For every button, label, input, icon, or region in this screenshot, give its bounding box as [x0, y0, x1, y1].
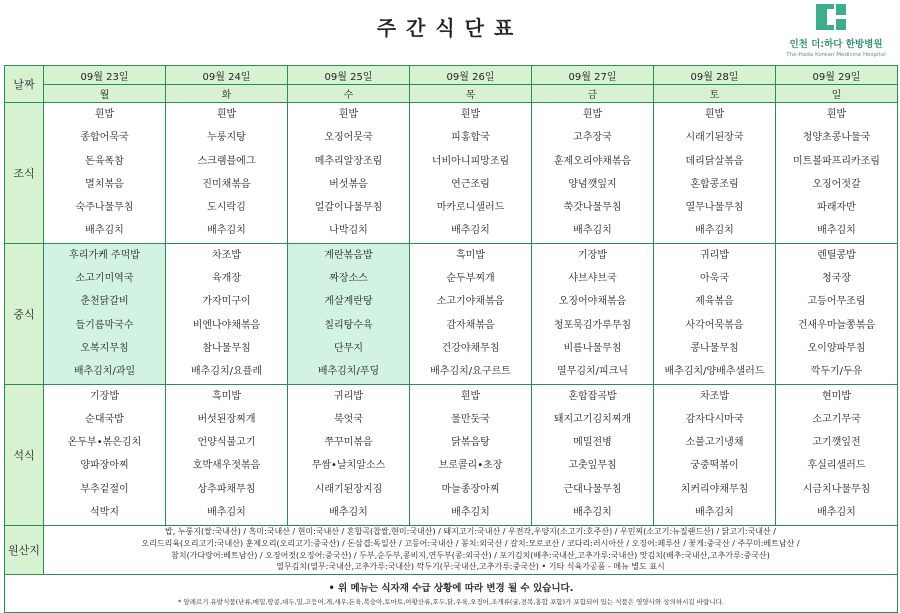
menu-item: 진미채볶음 [202, 178, 251, 190]
weekday-header: 화 [166, 85, 288, 103]
weekday-header: 목 [410, 85, 532, 103]
meal-cell [532, 103, 654, 244]
menu-item: 현미밥 [822, 390, 851, 402]
menu-item: 혼합잡곡밥 [568, 390, 617, 402]
menu-item: 오복지무침 [80, 342, 129, 354]
menu-item: 귀리밥 [334, 390, 363, 402]
date-header: 09월 25일 [288, 66, 410, 85]
date-header: 09월 29일 [776, 66, 898, 85]
menu-item: 흰밥 [338, 109, 359, 120]
menu-item: 배추김치 [329, 507, 368, 519]
menu-item: 비름나물무침 [563, 342, 622, 354]
menu-item: 오징어야채볶음 [558, 296, 627, 308]
meal-cell [410, 243, 532, 384]
hospital-name: 인천 더:하다 한방병원 [789, 39, 883, 50]
meal-cell [166, 243, 288, 384]
menu-item: 시금치나물무침 [802, 483, 871, 495]
menu-item: 후실리샐러드 [807, 460, 866, 472]
menu-item: 돼지고기김치찌개 [553, 413, 632, 425]
origin-line: 밥, 누룽지(쌀:국내산) / 흑미:국내산 / 현미:국내산 / 혼합곡(찹쌀,현미:국내산) / 돼지고기:국내산 / 우전각,우양지(소고기:호주산) / 우민찌(소고기:뉴질랜드산) / 닭고기:국내산 / [165, 526, 776, 536]
menu-item: 제육볶음 [695, 296, 734, 308]
menu-item: 너비아니피망조림 [431, 155, 510, 167]
menu-item: 미트볼파프리카조림 [793, 155, 880, 167]
date-row [5, 66, 898, 85]
meal-label: 중식 [5, 243, 44, 384]
date-label: 날짜 [5, 66, 44, 103]
menu-item: 배추김치/푸딩 [317, 366, 380, 378]
menu-item: 아욱국 [700, 273, 729, 285]
menu-item: 건새우마늘쫑볶음 [797, 319, 876, 331]
menu-item: 종합어묵국 [80, 132, 129, 144]
menu-item: 차조밥 [212, 249, 241, 261]
origin-row [5, 525, 898, 574]
meal-row [5, 384, 898, 525]
menu-item: 버섯볶음 [329, 178, 368, 190]
notes-row [5, 574, 898, 612]
menu-item: 배추김치 [573, 507, 612, 519]
meal-cell [776, 103, 898, 244]
menu-item: 후리가케 주먹밥 [69, 249, 140, 261]
menu-item: 배추김치 [817, 225, 856, 237]
weekday-header: 수 [288, 85, 410, 103]
menu-item: 흰밥 [704, 109, 725, 120]
menu-item: 오징어뭇국 [324, 132, 373, 144]
meal-cell [532, 384, 654, 525]
menu-item: 순대국밥 [85, 413, 124, 425]
menu-item: 기장밥 [90, 390, 119, 402]
menu-item: 북엇국 [334, 413, 363, 425]
menu-item: 소불고기냉채 [685, 437, 744, 449]
meal-cell [288, 103, 410, 244]
menu-item: 흰밥 [216, 109, 237, 120]
menu-item: 무쌈•날치알소스 [311, 460, 386, 472]
weekday-header: 금 [532, 85, 654, 103]
menu-item: 깍두기/두유 [810, 366, 863, 378]
menu-item: 고추장국 [573, 132, 612, 144]
weekday-header: 일 [776, 85, 898, 103]
meal-cell [654, 243, 776, 384]
weekly-menu-table [4, 65, 898, 613]
menu-item: 시래기된장지짐 [314, 483, 383, 495]
origin-info [44, 525, 898, 574]
weekday-header: 월 [44, 85, 166, 103]
meal-cell [776, 243, 898, 384]
page-title: 주간식단표 [376, 16, 524, 40]
hospital-logo-mark-icon [816, 4, 846, 30]
menu-item: 고춧잎무침 [568, 460, 617, 472]
menu-item: 건강야채무침 [441, 342, 500, 354]
menu-item: 청포묵김가루무침 [553, 319, 632, 331]
menu-item: 춘천닭갈비 [80, 296, 129, 308]
menu-item: 흑미밥 [456, 249, 485, 261]
menu-item: 오징어젓갈 [812, 178, 861, 190]
date-header: 09월 24일 [166, 66, 288, 85]
menu-item: 순두부찌개 [446, 273, 495, 285]
menu-item: 오이양파무침 [807, 342, 866, 354]
menu-item: 배추김치 [451, 507, 490, 519]
menu-item: 브로콜리•초장 [438, 460, 503, 472]
menu-item: 열무김치/피크닉 [557, 366, 628, 378]
menu-item: 배추김치 [817, 507, 856, 519]
meal-cell [410, 384, 532, 525]
menu-item: 흰밥 [460, 390, 481, 402]
meal-label: 조식 [5, 103, 44, 244]
menu-item: 흰밥 [94, 109, 115, 120]
menu-item: 나박김치 [329, 225, 368, 237]
menu-item: 근대나물무침 [563, 483, 622, 495]
meal-cell [288, 243, 410, 384]
menu-item: 배추김치 [85, 225, 124, 237]
menu-item: 참나물무침 [202, 342, 251, 354]
menu-item: 마카로니샐러드 [436, 202, 505, 214]
menu-item: 쑥갓나물무침 [563, 202, 622, 214]
menu-item: 쭈꾸미볶음 [324, 437, 373, 449]
menu-item: 스크램블에그 [197, 155, 256, 167]
menu-item: 얼갈이나물무침 [314, 202, 383, 214]
menu-item: 메추리알장조림 [314, 155, 383, 167]
meal-cell [776, 384, 898, 525]
menu-item: 감자채볶음 [446, 319, 495, 331]
menu-item: 렌틸콩밥 [817, 249, 856, 261]
menu-item: 배추김치/양배추샐러드 [664, 366, 765, 378]
menu-item: 칠리탕수육 [324, 319, 373, 331]
menu-item: 양파장아찌 [80, 460, 129, 472]
menu-item: 육개장 [212, 273, 241, 285]
menu-item: 도시락김 [207, 202, 246, 214]
menu-item: 호박새우젓볶음 [192, 460, 261, 472]
menu-item: 버섯된장찌개 [197, 413, 256, 425]
menu-item: 가자미구이 [202, 296, 251, 308]
menu-item: 사각어묵볶음 [685, 319, 744, 331]
meal-cell [532, 243, 654, 384]
meal-row [5, 243, 898, 384]
menu-item: 마늘종장아찌 [441, 483, 500, 495]
menu-item: 게살계란탕 [324, 296, 373, 308]
menu-item: 소고기야채볶음 [436, 296, 505, 308]
allergy-notice: * 알레르기 유발식품(난류,메밀,땅콩,대두,밀,고등어,게,새우,돈육,복숭아,토마토,아황산류,호두,닭,우육,오징어,조개류(굴,전복,홍합 포함)가 포함되어 있는 식품은 영양사와 상의하시길 바랍니다. [178, 597, 724, 606]
meal-cell [654, 103, 776, 244]
menu-item: 기장밥 [578, 249, 607, 261]
menu-item: 혼합콩조림 [690, 178, 739, 190]
menu-item: 언양식불고기 [197, 437, 256, 449]
hospital-name-english: The-Hada Korean Medicine Hospital [786, 52, 886, 58]
menu-item: 들기름막국수 [75, 319, 134, 331]
menu-item: 돈육폭참 [85, 155, 124, 167]
menu-item: 배추김치 [207, 507, 246, 519]
menu-item: 열무나물무침 [685, 202, 744, 214]
date-header: 09월 28일 [654, 66, 776, 85]
menu-item: 닭볶음탕 [451, 437, 490, 449]
menu-item: 차조밥 [700, 390, 729, 402]
menu-item: 배추김치/요플레 [191, 366, 262, 378]
meal-label: 석식 [5, 384, 44, 525]
menu-item: 궁중떡볶이 [690, 460, 739, 472]
menu-item: 메밀전병 [573, 437, 612, 449]
menu-item: 청양초콩나물국 [802, 132, 871, 144]
menu-item: 배추김치/과일 [73, 366, 136, 378]
menu-item: 흰밥 [460, 109, 481, 120]
menu-item: 단무지 [334, 342, 363, 354]
menu-item: 청국장 [822, 273, 851, 285]
menu-item: 누룽지탕 [207, 132, 246, 144]
menu-item: 배추김치 [695, 225, 734, 237]
menu-item: 비엔나야채볶음 [192, 319, 261, 331]
meal-cell [44, 103, 166, 244]
menu-item: 감자다시마국 [685, 413, 744, 425]
menu-item: 흰밥 [582, 109, 603, 120]
menu-item: 샤브샤브국 [568, 273, 617, 285]
menu-item: 파래자반 [817, 202, 856, 214]
menu-item: 배추김치 [451, 225, 490, 237]
meal-cell [166, 384, 288, 525]
menu-item: 부추겉절이 [80, 483, 129, 495]
menu-item: 물만둣국 [451, 413, 490, 425]
weekday-header: 토 [654, 85, 776, 103]
origin-line: 참치(가다랑어:베트남산) / 오징어젓(오징어:중국산) / 두부,순두부,콩비지,연두부(콩:외국산) / 포기김치(배추:국내산,고추가루:국내산) 맛김치(배추:국내산,고추가루:중국산) [171, 550, 770, 560]
meal-cell [654, 384, 776, 525]
menu-item: 연근조림 [451, 178, 490, 190]
menu-item: 상추파채무침 [197, 483, 256, 495]
origin-label: 원산지 [5, 525, 44, 574]
menu-item: 훈제오리야채볶음 [553, 155, 632, 167]
menu-item: 고등어무조림 [807, 296, 866, 308]
menu-item: 치커리야채무침 [680, 483, 749, 495]
menu-change-notice: • 위 메뉴는 식자재 수급 상황에 따라 변경 될 수 있습니다. [328, 582, 574, 594]
menu-item: 소고기무국 [812, 413, 861, 425]
menu-item: 데리닭살볶음 [685, 155, 744, 167]
menu-item: 계란볶음밥 [324, 249, 373, 261]
menu-item: 온두부•볶은김치 [67, 437, 142, 449]
meal-cell [288, 384, 410, 525]
menu-item: 석박지 [90, 507, 119, 519]
date-header: 09월 27일 [532, 66, 654, 85]
meal-row [5, 103, 898, 244]
hospital-logo [776, 2, 896, 64]
meal-cell [44, 243, 166, 384]
meal-cell [44, 384, 166, 525]
menu-item: 흑미밥 [212, 390, 241, 402]
menu-item: 배추김치 [695, 507, 734, 519]
notes-cell [5, 574, 898, 612]
menu-item: 시래기된장국 [685, 132, 744, 144]
meal-cell [410, 103, 532, 244]
date-header: 09월 26일 [410, 66, 532, 85]
menu-item: 배추김치/요구르트 [430, 366, 511, 378]
menu-item: 고기깻잎전 [812, 437, 861, 449]
menu-item: 배추김치 [573, 225, 612, 237]
menu-item: 짜장소스 [329, 273, 368, 285]
menu-item: 배추김치 [207, 225, 246, 237]
menu-item: 흰밥 [826, 109, 847, 120]
origin-line: 오리드리육(오리고기:국내산) 훈제오리(오리고기:중국산) / 돈삼겹:독일산 / 고등어:국내산 / 꽁치:외국산 / 갈치:모로코산 / 코다리:러시아산 / 오징어:페루산 / 꽃게:중국산 / 주꾸미:베트남산 / [141, 538, 800, 548]
menu-item: 소고기미역국 [75, 273, 134, 285]
menu-item: 숙주나물무침 [75, 202, 134, 214]
menu-item: 피홍합국 [451, 132, 490, 144]
weekday-row [5, 85, 898, 103]
origin-line: 열무김치(열무:국내산,고추가루:국내산) 깍두기(무:국내산,고추가루:중국산) • 기타 식육가공품 - 메뉴 별도 표시 [276, 562, 665, 572]
menu-item: 콩나물무침 [690, 342, 739, 354]
menu-item: 양념깻잎지 [568, 178, 617, 190]
menu-item: 귀리밥 [700, 249, 729, 261]
menu-item: 멸치볶음 [85, 178, 124, 190]
meal-cell [166, 103, 288, 244]
date-header: 09월 23일 [44, 66, 166, 85]
